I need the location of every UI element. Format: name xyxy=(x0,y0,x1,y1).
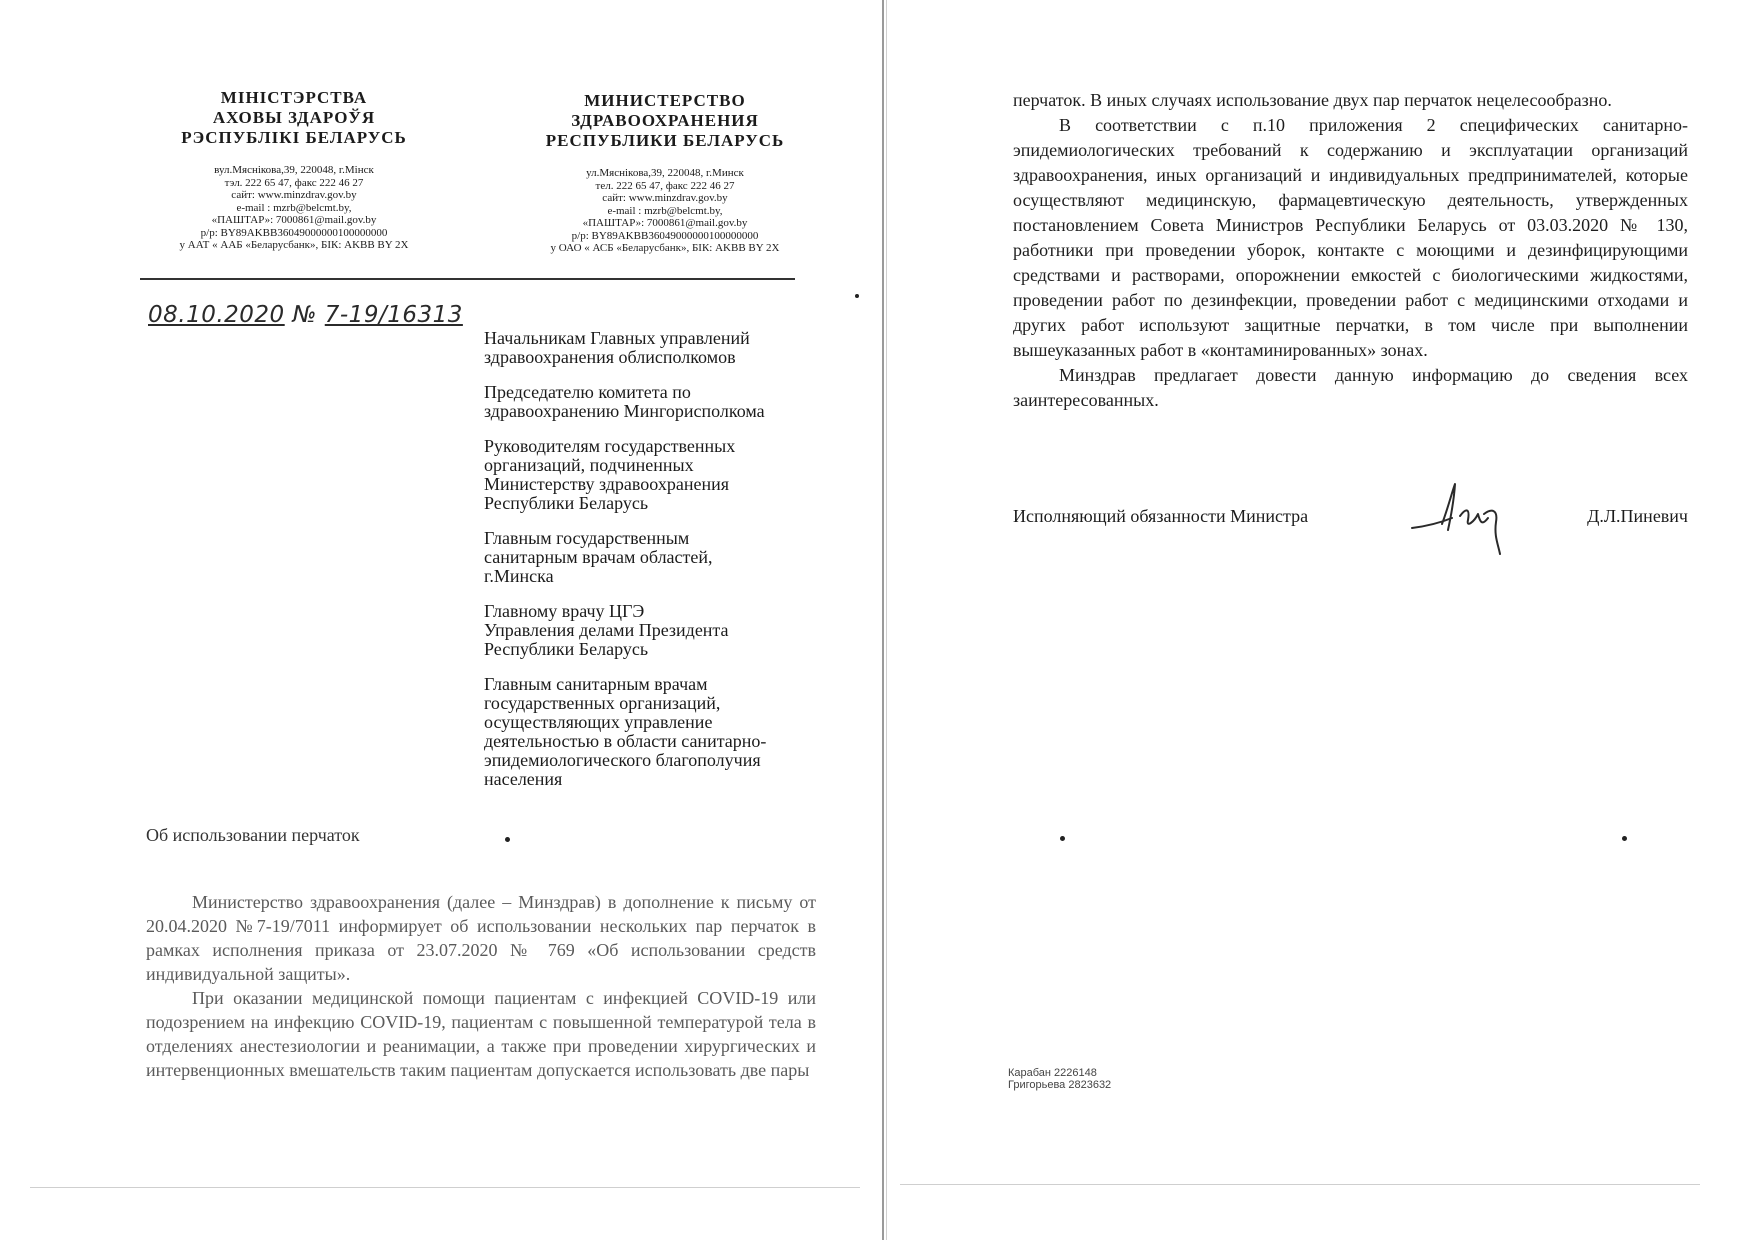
letterhead-russian xyxy=(515,91,815,255)
letter-subject: Об использовании перчаток xyxy=(146,825,360,845)
ministry-contacts-ru xyxy=(515,167,815,255)
contact-line: e-mail : mzrb@belcmt.by, xyxy=(236,201,352,214)
addressee xyxy=(484,602,844,659)
addressee-line: санитарным врачам областей, xyxy=(484,547,713,567)
contact-line: тел. 222 65 47, факс 222 46 27 xyxy=(595,179,735,192)
letter-body-page-2 xyxy=(1013,88,1688,413)
addressee-line: Управления делами Президента xyxy=(484,620,729,640)
addressee-line: населения xyxy=(484,769,563,789)
addressee-line: Руководителям государственных xyxy=(484,436,736,456)
addressee-line: эпидемиологического благополучия xyxy=(484,750,761,770)
contact-line: у ААТ « ААБ «Беларусбанк», БІК: AKBB BY 2X xyxy=(179,239,409,251)
addressee-line: организаций, подчиненных xyxy=(484,455,694,475)
contact-line: р/р: BY89AKBB36049000000100000000 xyxy=(200,226,388,239)
contact-line: «ПАШТАР»: 7000861@mail.gov.by xyxy=(582,217,748,229)
addressee-line: Республики Беларусь xyxy=(484,639,649,659)
body-paragraph: При оказании медицинской помощи пациентам с инфекцией COVID-19 или подозрением на инфекцию COVID-19, пациентам с повышенной температурой тела в отделениях анестезиологии и реанимации, а также при проведении хирургических и интервенционных вмешательств таким пациентам допускается использовать две пары xyxy=(146,988,816,1080)
executor-line: Карабан 2226148 xyxy=(1008,1067,1097,1079)
scan-speck xyxy=(855,294,859,298)
ministry-name-line: РЕСПУБЛИКИ БЕЛАРУСЬ xyxy=(545,131,785,150)
body-paragraph: Министерство здравоохранения (далее – Минздрав) в дополнение к письму от 20.04.2020 №7-19/7011 информирует об использовании нескольких пар перчаток в рамках исполнения приказа от 23.07.2020 № 769 «Об использовании средств индивидуальной защиты». xyxy=(146,892,816,984)
body-paragraph: Минздрав предлагает довести данную информацию до сведения всех заинтересованных. xyxy=(1013,365,1688,410)
ministry-name-line: МИНИСТЕРСТВО xyxy=(584,91,746,110)
ministry-name-line: ЗДРАВООХРАНЕНИЯ xyxy=(571,111,759,130)
letterhead-belarusian xyxy=(135,88,453,252)
letterhead-rule xyxy=(140,278,795,280)
addressee-line: Главному врачу ЦГЭ xyxy=(484,601,645,621)
signatory-title: Исполняющий обязанности Министра xyxy=(1013,506,1309,526)
contact-line: «ПАШТАР»: 7000861@mail.gov.by xyxy=(211,214,377,226)
ministry-name-line: МІНІСТЭРСТВА xyxy=(220,88,368,107)
contact-line: р/р: BY89AKBB36049000000100000000 xyxy=(571,229,759,242)
contact-line: сайт: www.minzdrav.gov.by xyxy=(231,189,357,201)
page-fold-divider xyxy=(882,0,884,1240)
addressee xyxy=(484,437,844,513)
addressee-line: Начальникам Главных управлений xyxy=(484,328,750,348)
scan-speck xyxy=(505,837,510,842)
addressee xyxy=(484,675,844,789)
addressee-line: Министерству здравоохранения xyxy=(484,474,730,494)
handwritten-signature-icon xyxy=(1408,478,1518,558)
ministry-contacts-by xyxy=(135,164,453,252)
contact-line: ул.Мяснікова,39, 220048, г.Минск xyxy=(586,167,744,179)
page-fold-shadow xyxy=(886,0,887,1240)
number-sign: № xyxy=(292,302,317,328)
addressee-line: Главным санитарным врачам xyxy=(484,674,708,694)
addressee-list xyxy=(484,329,844,805)
addressee-line: Председателю комитета по xyxy=(484,382,691,402)
addressee-line: здравоохранению Мингорисполкома xyxy=(484,401,765,421)
addressee xyxy=(484,329,844,367)
contact-line: тэл. 222 65 47, факс 222 46 27 xyxy=(224,176,364,189)
contact-line: e-mail : mzrb@belcmt.by, xyxy=(607,204,723,217)
registration-date: 08.10.2020 xyxy=(148,302,285,328)
registration-code: 7-19/16313 xyxy=(324,302,463,328)
addressee xyxy=(484,383,844,421)
addressee-line: здравоохранения облисполкомов xyxy=(484,347,736,367)
ministry-name-ru xyxy=(515,91,815,151)
addressee-line: государственных организаций, xyxy=(484,693,721,713)
registration-number xyxy=(148,302,463,328)
signature-block xyxy=(1013,506,1688,536)
ministry-name-line: АХОВЫ ЗДАРОЎЯ xyxy=(212,108,376,127)
contact-line: вул.Мяснікова,39, 220048, г.Мінск xyxy=(214,164,374,176)
executor-contacts xyxy=(1008,1067,1111,1091)
body-paragraph: перчаток. В иных случаях использование двух пар перчаток нецелесообразно. xyxy=(1013,90,1612,110)
ministry-name-by xyxy=(135,88,453,148)
letter-body-page-1 xyxy=(146,890,816,1082)
addressee-line: Республики Беларусь xyxy=(484,493,649,513)
addressee-line: Главным государственным xyxy=(484,528,690,548)
signatory-name: Д.Л.Пиневич xyxy=(1587,506,1688,526)
ministry-name-line: РЭСПУБЛІКІ БЕЛАРУСЬ xyxy=(181,128,407,147)
executor-line: Григорьева 2823632 xyxy=(1008,1079,1112,1091)
addressee-line: деятельностью в области санитарно- xyxy=(484,731,767,751)
contact-line: у ОАО « АСБ «Беларусбанк», БІК: AKBB BY 2X xyxy=(550,242,780,254)
addressee-line: осуществляющих управление xyxy=(484,712,713,732)
addressee xyxy=(484,529,844,586)
addressee-line: г.Минска xyxy=(484,566,554,586)
contact-line: сайт: www.minzdrav.gov.by xyxy=(602,192,728,204)
body-paragraph: В соответствии с п.10 приложения 2 специфических санитарно-эпидемиологических требований к содержанию и эксплуатации организаций здравоохранения, иных организаций и индивидуальных предпринимателей, которые осуществляют медицинскую, фармацевтическую деятельность, утвержденных постановлением Совета Министров Республики Беларусь от 03.03.2020 № 130, работники при проведении уборок, контакте с моющими и дезинфицирующими средствами и растворами, опорожнении емкостей с биологическими жидкостями, проведении работ по дезинфекции, проведении работ с медицинскими отходами и других работ используют защитные перчатки, в том числе при выполнении вышеуказанных работ в «контаминированных» зонах. xyxy=(1013,115,1688,360)
